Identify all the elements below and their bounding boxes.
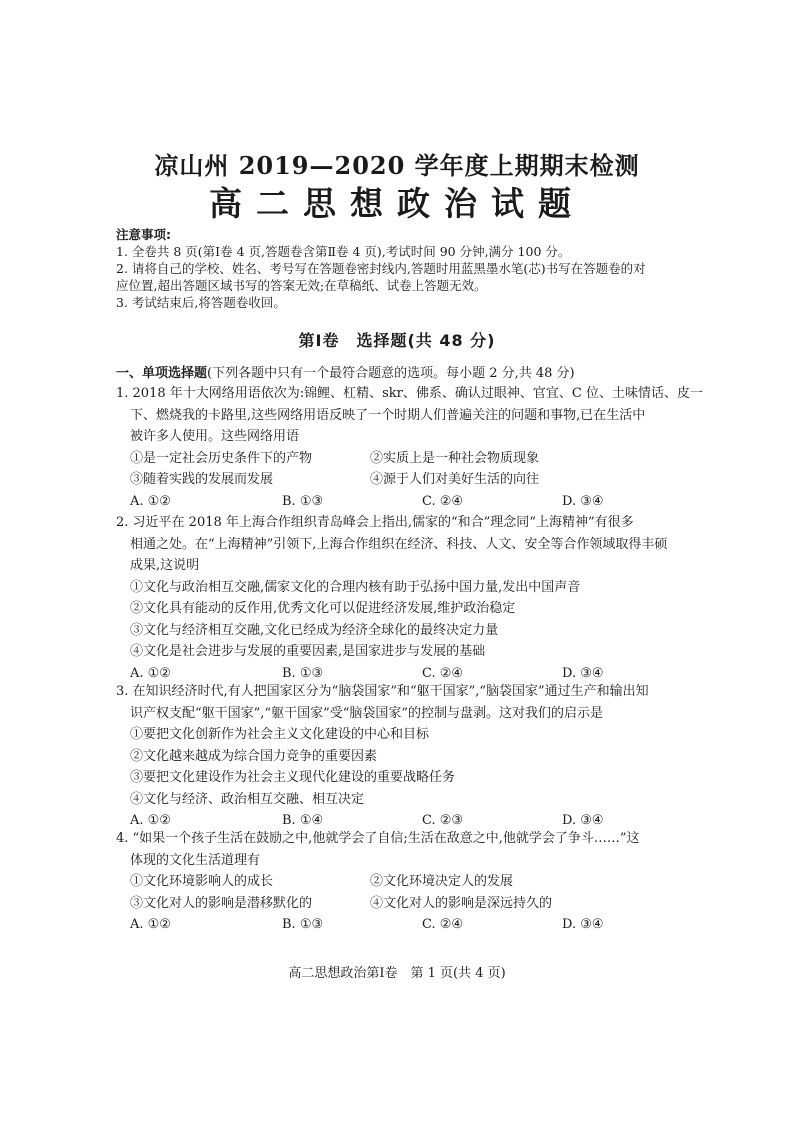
question-stem: 1. 2018 年十大网络用语依次为:锦鲤、杠精、skr、佛系、确认过眼神、官宜、C 位、土味情话、皮一 xyxy=(116,386,703,401)
statement: ①是一定社会历史条件下的产物 xyxy=(130,450,313,466)
statement: ④源于人们对美好生活的向往 xyxy=(370,472,540,487)
question-3 xyxy=(116,681,696,832)
notice-item: 应位置,超出答题区域书写的答案无效;在草稿纸、试卷上答题无效。 xyxy=(116,278,487,293)
section-title: 第Ⅰ卷 选择题(共 48 分) xyxy=(298,331,496,350)
page-footer: 高二思想政治第Ⅰ卷 第 1 页(共 4 页) xyxy=(288,966,506,981)
question-stem: 3. 在知识经济时代,有人把国家区分为“脑袋国家”和“躯干国家”,“脑袋国家”通过生产和输出知 xyxy=(116,684,649,699)
part-label: 一、单项选择题 xyxy=(116,366,208,381)
option: C. ②④ xyxy=(422,917,464,932)
option: D. ③④ xyxy=(562,813,604,828)
question-stem: 2. 习近平在 2018 年上海合作组织青岛峰会上指出,儒家的“和合”理念同“上海精神”有很多 xyxy=(116,515,634,530)
part-description: (下列各题中只有一个最符合题意的选项。每小题 2 分,共 48 分) xyxy=(207,366,575,381)
statement-row xyxy=(116,469,696,491)
statement: ③要把文化建设作为社会主义现代化建设的重要战略任务 xyxy=(130,770,456,785)
option: D. ③④ xyxy=(562,493,604,509)
notice-item: 3. 考试结束后,将答题卷收回。 xyxy=(116,295,286,310)
statement: ④文化与经济、政治相互交融、相互决定 xyxy=(130,791,365,807)
question-stem: 成果,这说明 xyxy=(130,558,200,573)
statement-row xyxy=(116,448,696,470)
statement: ②文化环境决定人的发展 xyxy=(370,874,514,889)
question-4 xyxy=(116,828,696,936)
notice-item: 2. 请将自己的学校、姓名、考号写在答题卷密封线内,答题时用蓝黑墨水笔(芯)书写在答题卷的对 xyxy=(116,261,646,276)
option: C. ②④ xyxy=(422,665,464,681)
statement-row xyxy=(116,871,696,893)
question-1 xyxy=(116,383,703,512)
notice-heading: 注意事项: xyxy=(116,227,171,242)
statement: ④文化是社会进步与发展的重要因素,是国家进步与发展的基础 xyxy=(130,644,486,659)
statement: ①文化环境影响人的成长 xyxy=(130,874,274,889)
option: C. ②③ xyxy=(422,813,464,828)
question-2 xyxy=(116,512,696,684)
option: B. ①③ xyxy=(282,493,324,509)
statement-row xyxy=(116,893,696,915)
options-row xyxy=(116,491,696,513)
option: B. ①③ xyxy=(282,665,324,681)
statement: ②文化越来越成为综合国力竞争的重要因素 xyxy=(130,748,378,764)
statement: ③文化对人的影响是潜移默化的 xyxy=(130,895,313,911)
option: D. ③④ xyxy=(562,917,604,932)
statement: ③文化与经济相互交融,文化已经成为经济全球化的最终决定力量 xyxy=(130,622,499,638)
statement: ②文化具有能动的反作用,优秀文化可以促进经济发展,维护政治稳定 xyxy=(130,601,516,616)
exam-subject: 高二思想政治试题 xyxy=(209,184,585,223)
option: B. ①④ xyxy=(282,813,324,828)
statement: ④文化对人的影响是深远持久的 xyxy=(370,895,553,911)
option: A. ①② xyxy=(130,917,171,932)
options-row xyxy=(116,914,696,936)
question-stem: 被许多人使用。这些网络用语 xyxy=(130,429,300,444)
option: A. ①② xyxy=(130,813,171,828)
option: B. ①③ xyxy=(282,917,324,932)
question-stem: 下、燃烧我的卡路里,这些网络用语反映了一个时期人们普遍关注的问题和事物,已在生活中 xyxy=(130,407,646,423)
statement: ①文化与政治相互交融,儒家文化的合理内核有助于弘扬中国力量,发出中国声音 xyxy=(130,579,581,595)
question-stem: 识产权支配“躯干国家”,“躯干国家”受“脑袋国家”的控制与盘剥。这对我们的启示是 xyxy=(130,705,604,721)
option: C. ②④ xyxy=(422,493,464,509)
exam-title: 凉山州 2019—2020 学年度上期期末检测 xyxy=(154,151,640,180)
statement: ③随着实践的发展而发展 xyxy=(130,472,274,487)
option: D. ③④ xyxy=(562,665,604,681)
statement: ②实质上是一种社会物质现象 xyxy=(370,450,540,466)
question-stem: 相通之处。在“上海精神”引领下,上海合作组织在经济、科技、人文、安全等合作领域取得丰硕 xyxy=(130,536,668,552)
option: A. ①② xyxy=(130,665,171,681)
option: A. ①② xyxy=(130,493,171,509)
part-heading xyxy=(116,362,575,381)
statement: ①要把文化创新作为社会主义文化建设的中心和目标 xyxy=(130,727,430,742)
notice-item: 1. 全卷共 8 页(第Ⅰ卷 4 页,答题卷含第Ⅱ卷 4 页),考试时间 90 分钟,满分 100 分。 xyxy=(116,244,571,259)
notice-block xyxy=(116,226,716,311)
question-stem: 4. “如果一个孩子生活在鼓励之中,他就学会了自信;生活在敌意之中,他就学会了争斗……”这 xyxy=(116,831,640,846)
question-stem: 体现的文化生活道理有 xyxy=(130,852,261,868)
